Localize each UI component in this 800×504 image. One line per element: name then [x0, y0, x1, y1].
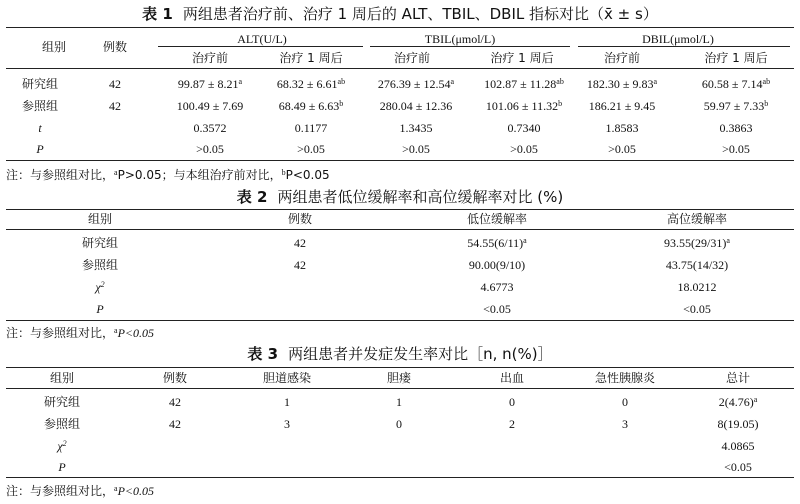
table1-cell-dbil-before: 1.8583	[605, 121, 639, 135]
table2-cell-cases: 42	[294, 236, 306, 250]
table3-cell-total: 8(19.05)	[717, 417, 759, 431]
table3-caption-title: 两组患者并发症发生率对比［n, n(%)］	[288, 345, 553, 363]
table3-cell-bleeding: 2	[509, 417, 515, 431]
table2-row-label: P	[96, 302, 104, 316]
table2-bottom-rule	[6, 320, 794, 321]
table1-cell-dbil-after: 0.3863	[719, 121, 753, 135]
table1-header-cases: 例数	[102, 40, 128, 54]
table1-cell-alt-before: 100.49 ± 7.69	[176, 99, 244, 113]
table1-row-label: 参照组	[21, 99, 59, 113]
table1-header-alt: ALT(U/L)	[237, 32, 287, 46]
table2-header-rule	[6, 229, 794, 230]
table1-cell-tbil-before: 280.04 ± 12.36	[379, 99, 453, 113]
table1-cell-alt-before: 99.87 ± 8.21$^a$	[177, 77, 243, 91]
table1-cell-alt-after: 68.49 ± 6.63$^b$	[278, 99, 344, 113]
table3-row-label: $\chi^2$	[57, 439, 67, 453]
table3-note: 注：与参照组对比，$^a$P<0.05	[6, 484, 155, 498]
table1-header-tbil-before: 治疗前	[393, 51, 431, 65]
table1-cell-dbil-before: 186.21 ± 9.45	[588, 99, 656, 113]
table1-tbil-subrule	[370, 46, 570, 47]
table1-cell-dbil-after: 59.97 ± 7.33$^b$	[703, 99, 769, 113]
table2-cell-high: $93.55(29/31)^a$	[664, 236, 730, 250]
table1-header-alt-after: 治疗 1 周后	[279, 51, 343, 65]
table3-cell-cases: 42	[169, 395, 181, 409]
table2-cell-low: 90.00(9/10)	[468, 258, 526, 272]
table3-cell-bleeding: 0	[509, 395, 515, 409]
table2-cell-high: <0.05	[683, 302, 711, 316]
table1-cell-alt-after: >0.05	[297, 142, 325, 156]
table3-header-fistula: 胆瘘	[386, 371, 412, 385]
table1-cell-alt-before: 0.3572	[193, 121, 227, 135]
table2-top-rule	[6, 209, 794, 210]
table3-caption-label: 表 3	[247, 345, 279, 363]
table1-caption	[0, 3, 800, 24]
table1-cell-tbil-before: >0.05	[402, 142, 430, 156]
table3-cell-pancreatitis: 3	[622, 417, 628, 431]
table2-caption	[0, 186, 800, 207]
table1-header-rule	[6, 68, 794, 69]
table3-row-label: 研究组	[43, 395, 81, 409]
table1-cell-tbil-after: >0.05	[510, 142, 538, 156]
table2-header-group: 组别	[87, 212, 113, 226]
table1-header-alt-before: 治疗前	[191, 51, 229, 65]
table1-row-label: t	[38, 121, 42, 135]
table2-header-cases: 例数	[287, 212, 313, 226]
table1-header-tbil-after: 治疗 1 周后	[490, 51, 554, 65]
table1-header-group: 组别	[41, 40, 67, 54]
table1-cell-tbil-after: 101.06 ± 11.32$^b$	[485, 99, 563, 113]
table2-row-label: $\chi^2$	[95, 280, 105, 294]
table1-row-label: 研究组	[21, 77, 59, 91]
table1-cell-cases: 42	[109, 77, 121, 91]
table1-cell-alt-after: 0.1177	[294, 121, 328, 135]
table1-row-label: P	[36, 142, 44, 156]
table1-cell-tbil-before: 276.39 ± 12.54$^a$	[377, 77, 455, 91]
table2-header-low: 低位缓解率	[466, 212, 528, 226]
table1-cell-alt-after: 68.32 ± 6.61$^{ab}$	[276, 77, 346, 91]
table3-cell-fistula: 1	[396, 395, 402, 409]
table2-row-label: 研究组	[81, 236, 119, 250]
table2-cell-high: 43.75(14/32)	[665, 258, 729, 272]
table3-caption	[0, 343, 800, 364]
table2-note: 注：与参照组对比，$^a$P<0.05	[6, 326, 155, 340]
table3-header-bleeding: 出血	[499, 371, 525, 385]
table2-row-label: 参照组	[81, 258, 119, 272]
table2-caption-label: 表 2	[236, 188, 268, 206]
table3-top-rule	[6, 367, 794, 368]
table3-cell-total: 4.0865	[721, 439, 755, 453]
table1-note: 注：与参照组对比，$^a$P>0.05；与本组治疗前对比，$^b$P<0.05	[6, 168, 330, 182]
table3-header-biliary: 胆道感染	[262, 371, 312, 385]
table3-header-pancreatitis: 急性胰腺炎	[594, 371, 656, 385]
table1-cell-dbil-after: 60.58 ± 7.14$^{ab}$	[701, 77, 771, 91]
table1-cell-tbil-after: 102.87 ± 11.28$^{ab}$	[484, 77, 564, 91]
table3-cell-total: <0.05	[724, 460, 752, 474]
table1-caption-label: 表 1	[142, 5, 173, 23]
table3-cell-biliary: 3	[284, 417, 290, 431]
table3-header-rule	[6, 388, 794, 389]
table1-cell-dbil-after: >0.05	[722, 142, 750, 156]
table3-cell-biliary: 1	[284, 395, 290, 409]
table2-cell-low: <0.05	[483, 302, 511, 316]
table1-cell-tbil-before: 1.3435	[399, 121, 433, 135]
table1-alt-subrule	[158, 46, 363, 47]
table1-header-tbil: TBIL(μmol/L)	[424, 32, 496, 46]
table3-row-label: P	[58, 460, 66, 474]
table3-cell-pancreatitis: 0	[622, 395, 628, 409]
table1-header-dbil: DBIL(μmol/L)	[642, 32, 714, 46]
table1-header-dbil-before: 治疗前	[603, 51, 641, 65]
table1-cell-dbil-before: >0.05	[608, 142, 636, 156]
table1-top-rule	[6, 27, 794, 28]
table1-caption-title: 两组患者治疗前、治疗 1 周后的 ALT、TBIL、DBIL 指标对比（x̄ ± s）	[182, 5, 658, 23]
table1-cell-cases: 42	[109, 99, 121, 113]
table2-cell-high: 18.0212	[677, 280, 717, 294]
table3-header-cases: 例数	[162, 371, 188, 385]
table3-cell-fistula: 0	[396, 417, 402, 431]
table2-caption-title: 两组患者低位缓解率和高位缓解率对比 (%)	[277, 188, 564, 206]
table3-cell-cases: 42	[169, 417, 181, 431]
table2-cell-cases: 42	[294, 258, 306, 272]
table1-cell-tbil-after: 0.7340	[507, 121, 541, 135]
table1-bottom-rule	[6, 160, 794, 161]
table2-header-high: 高位缓解率	[666, 212, 728, 226]
table3-row-label: 参照组	[43, 417, 81, 431]
table2-cell-low: $54.55(6/11)^a$	[467, 236, 527, 250]
table3-header-total: 总计	[725, 371, 751, 385]
table1-header-dbil-after: 治疗 1 周后	[704, 51, 768, 65]
table1-dbil-subrule	[578, 46, 790, 47]
table3-bottom-rule	[6, 477, 794, 478]
table2-cell-low: 4.6773	[480, 280, 514, 294]
table3-header-group: 组别	[49, 371, 75, 385]
table1-cell-alt-before: >0.05	[196, 142, 224, 156]
table3-cell-total: $2(4.76)^a$	[718, 395, 758, 409]
table1-cell-dbil-before: 182.30 ± 9.83$^a$	[586, 77, 658, 91]
